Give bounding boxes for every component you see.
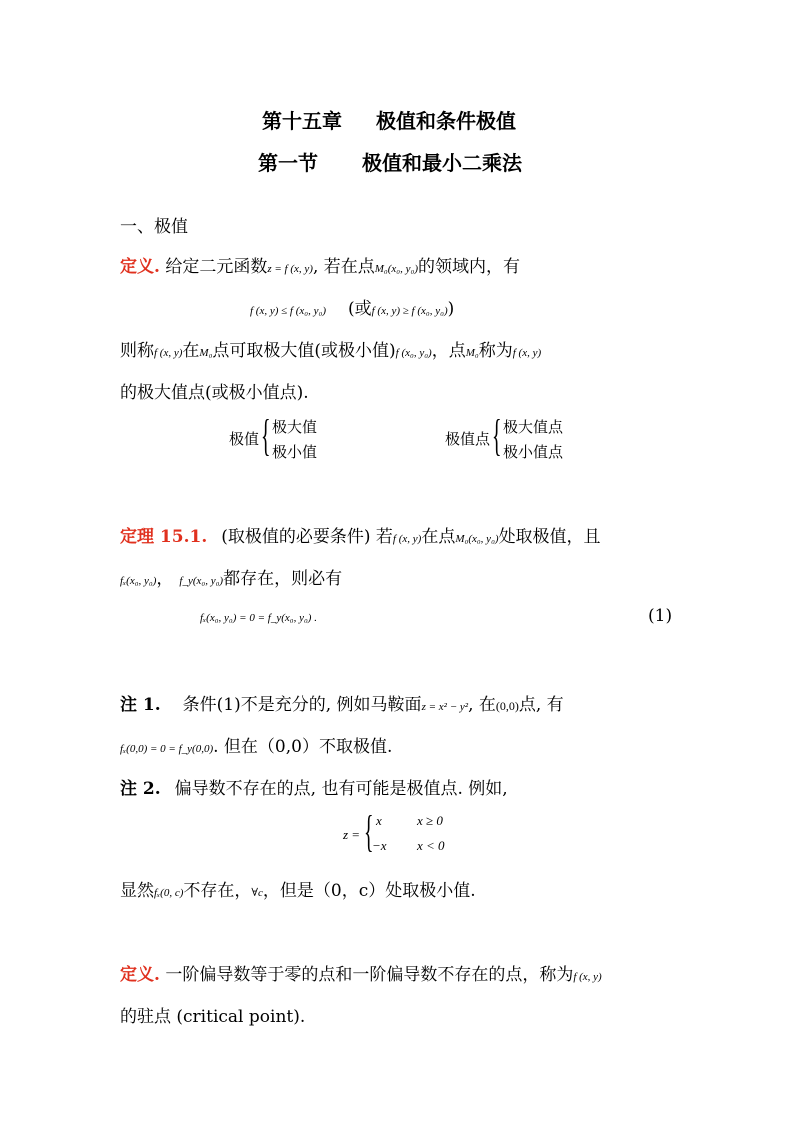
formula: z = f (x, y) (267, 263, 313, 275)
theorem-line-2: fₓ(x₀, y₀)， f_y(x₀, y₀)都存在，则必有 (120, 569, 343, 589)
definition-1-line-1: 定义. 给定二元函数z = f (x, y), 若在点M₀(x₀, y₀)的领域内，有 (120, 257, 520, 277)
case-2-cond: x < 0 (417, 838, 445, 853)
brace-item-min-point: 极小值点 (503, 443, 564, 461)
brace-icon: { (261, 411, 271, 460)
theorem-label: 定理 15.1. (120, 527, 208, 547)
definition-1-condition: f (x, y) ≤ f (x₀, y₀) (或f (x, y) ≥ f (x₀, y₀)) (250, 299, 455, 319)
brace-label-extremum-point: 极值点 (445, 430, 491, 448)
definition-2-line-1: 定义. 一阶偏导数等于零的点和一阶偏导数不存在的点，称为f (x, y) (120, 965, 602, 985)
case-1-cond: x ≥ 0 (417, 813, 443, 828)
note-label: 注 1. (120, 695, 161, 715)
note-1-line-1: 注 1. 条件(1)不是充分的, 例如马鞍面z = x² − y², 在(0,0)点, 有 (120, 695, 564, 715)
theorem-line-1: 定理 15.1. (取极值的必要条件) 若f (x, y)在点M₀(x₀, y₀)处取极值，且 (120, 527, 601, 547)
equation-1: fₓ(x₀, y₀) = 0 = f_y(x₀, y₀) . (200, 612, 317, 624)
piecewise-lhs: z = (343, 827, 361, 842)
case-1-expr: x (376, 813, 382, 828)
brace-item-max-point: 极大值点 (503, 418, 564, 436)
definition-1-line-2: 则称f (x, y)在M₀点可取极大值(或极小值)f (x₀, y₀)，点M₀称为f (x, y) (120, 341, 542, 361)
brace-icon: { (364, 807, 374, 856)
note-1-line-2: fₓ(0,0) = 0 = f_y(0,0). 但在（0,0）不取极值. (120, 737, 393, 757)
note-2-line-2: 显然fₓ(0, c)不存在，∀c，但是（0，c）处取极小值. (120, 881, 476, 901)
note-2-line-1: 注 2. 偏导数不存在的点, 也有可能是极值点. 例如, (120, 779, 508, 799)
definition-1-line-3: 的极大值点(或极小值点). (120, 383, 309, 403)
chapter-title: 极值和条件极值 (376, 109, 516, 133)
note-label: 注 2. (120, 779, 161, 799)
definition-label: 定义. (120, 257, 160, 277)
section-number: 第一节 (258, 151, 318, 175)
definition-2-line-2: 的驻点 (critical point). (120, 1007, 306, 1027)
subsection-heading: 一、极值 (120, 217, 188, 237)
brace-item-max: 极大值 (272, 418, 318, 436)
formula: M₀(x₀, y₀) (374, 263, 418, 275)
brace-icon: { (492, 411, 502, 460)
case-2-expr: −x (372, 838, 387, 853)
brace-label-extremum: 极值 (229, 430, 260, 448)
definition-label: 定义. (120, 965, 160, 985)
chapter-number: 第十五章 (262, 109, 342, 133)
equation-number: (1) (648, 606, 673, 626)
section-title: 极值和最小二乘法 (362, 151, 522, 175)
brace-item-min: 极小值 (272, 443, 318, 461)
